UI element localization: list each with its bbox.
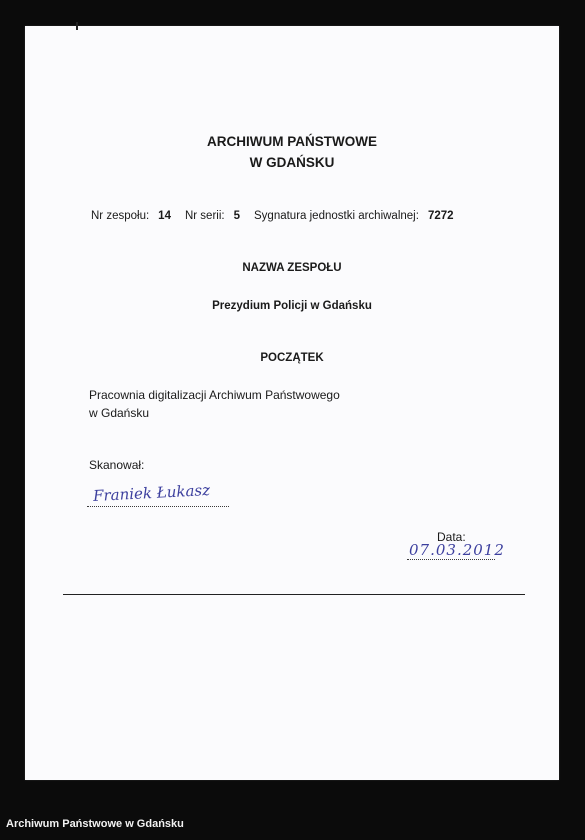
archive-heading-line1: ARCHIWUM PAŃSTWOWE [207,134,377,149]
poczatek-label: POCZĄTEK [260,352,324,364]
nr-zespolu-value: 14 [158,210,171,222]
document-page [25,26,559,780]
horizontal-rule [63,594,525,595]
data-label: Data: [437,530,466,544]
nazwa-zespolu-value: Prezydium Policji w Gdańsku [212,300,372,312]
skanowal-dotted-line [87,506,229,507]
archive-heading [25,131,559,173]
nr-zespolu-label: Nr zespołu: [91,210,150,222]
paper-mark [76,22,78,30]
sygnatura-value: 7272 [427,210,454,222]
pracownia-line1: Pracownia digitalizacji Archiwum Państwowego [89,388,340,402]
nr-serii-value: 5 [233,210,240,222]
data-value: 07.03.2012 [409,541,505,559]
data-dotted-line [407,559,495,560]
skanowal-label: Skanował: [89,458,145,472]
skanowal-signature: Franiek Łukasz [92,480,211,506]
archive-meta-row [91,210,454,222]
pracownia-block [89,386,340,422]
nr-serii-label: Nr serii: [184,210,225,222]
pracownia-line2: w Gdańsku [89,406,150,420]
archive-watermark: Archiwum Państwowe w Gdańsku [6,818,184,830]
nazwa-zespolu-label: NAZWA ZESPOŁU [242,262,342,274]
archive-heading-line2: W GDAŃSKU [249,155,335,170]
sygnatura-label: Sygnatura jednostki archiwalnej: [254,210,419,222]
